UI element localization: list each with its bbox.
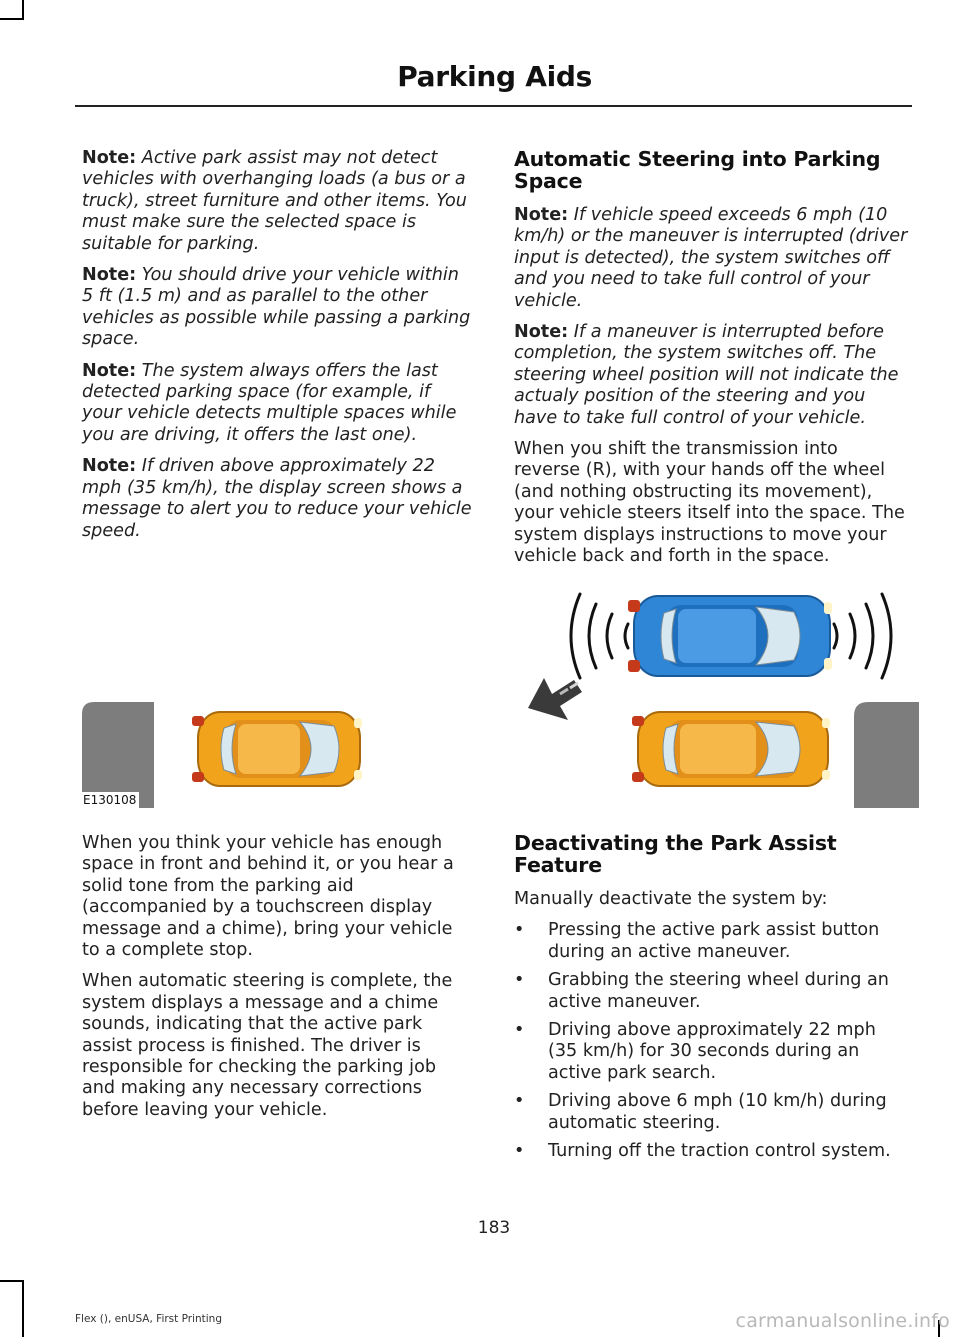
- intro-paragraph: Manually deactivate the system by:: [514, 889, 828, 909]
- bullet-icon: •: [514, 1091, 525, 1112]
- note-paragraph: [82, 148, 474, 255]
- body-paragraph: When you think your vehicle has enough space in front and behind it, or you hear a solid tone from the parking aid (accompanied by a touchscreen display message and a chime), bring your vehicle to a complete stop.: [82, 833, 454, 961]
- note-label: Note:: [514, 205, 569, 225]
- list-item-text: Turning off the traction control system.: [548, 1141, 891, 1162]
- section-heading: Automatic Steering into Parking Space: [514, 147, 881, 193]
- parking-illustration-svg: [82, 590, 919, 808]
- note-text: If vehicle speed exceeds 6 mph (10 km/h) or the maneuver is interrupted (driver input is detected), the system switches off and you need to take full control of your vehicle.: [514, 205, 908, 311]
- parked-car-right: [632, 712, 830, 786]
- note-paragraph: [82, 456, 474, 542]
- crop-mark: [0, 1280, 24, 1282]
- bullet-icon: •: [514, 1020, 525, 1041]
- note-paragraph: [514, 322, 908, 429]
- list-item: [514, 1091, 908, 1134]
- note-label: Note:: [82, 265, 137, 286]
- reverse-arrow-icon: [528, 678, 582, 720]
- bullet-icon: •: [514, 970, 525, 991]
- watermark: carmanualsonline.info: [735, 1310, 950, 1332]
- sensor-waves-left: [571, 594, 628, 678]
- right-column-section-2: [514, 832, 908, 1169]
- list-item: [514, 920, 908, 963]
- crop-mark: [0, 18, 24, 20]
- right-column-section-1: [514, 148, 908, 578]
- note-label: Note:: [82, 360, 137, 381]
- list-item: [514, 1141, 908, 1162]
- note-paragraph: [82, 361, 474, 447]
- parking-illustration: [82, 590, 919, 808]
- note-text: If driven above approximately 22 mph (35 km/h), the display screen shows a message to alert you to reduce your vehicle speed.: [82, 456, 472, 541]
- note-paragraph: [82, 265, 474, 351]
- bullet-icon: •: [514, 920, 525, 941]
- note-label: Note:: [82, 456, 137, 477]
- deactivation-list: [514, 920, 908, 1162]
- parked-car-left: [192, 712, 362, 786]
- curb-right: [854, 702, 919, 808]
- note-paragraph: [514, 205, 908, 312]
- header-rule: [75, 105, 912, 107]
- note-text: Active park assist may not detect vehicles with overhanging loads (a bus or a truck), street furniture and other items. You must make sure the selected space is suitable for parking.: [82, 148, 467, 254]
- list-item-text: Driving above approximately 22 mph (35 km/h) for 30 seconds during an active park search.: [548, 1020, 876, 1083]
- crop-mark: [22, 1280, 24, 1337]
- edition-footer: Flex (), enUSA, First Printing: [75, 1313, 222, 1325]
- list-item-text: Driving above 6 mph (10 km/h) during automatic steering.: [548, 1091, 887, 1133]
- list-item: [514, 970, 908, 1013]
- left-column-notes: [82, 148, 474, 552]
- page-number: 183: [477, 1218, 511, 1238]
- page-title: Parking Aids: [397, 60, 592, 93]
- figure-code: E130108: [82, 792, 139, 808]
- note-text: If a maneuver is interrupted before completion, the system switches off. The steering wheel position will not indicate the actualy position of the steering and you have to take full control of your vehicle.: [514, 322, 899, 428]
- sensor-waves-right: [834, 594, 891, 678]
- note-text: You should drive your vehicle within 5 ft (1.5 m) and as parallel to the other vehicles as possible while passing a parking space.: [82, 265, 471, 350]
- list-item: [514, 1020, 908, 1084]
- body-paragraph: When automatic steering is complete, the system displays a message and a chime sounds, indicating that the active park assist process is finished. The driver is responsible for checking the parking job and making any necessary corrections before leaving your vehicle.: [82, 971, 453, 1120]
- left-column-body: [82, 833, 474, 1131]
- crop-mark: [22, 0, 24, 20]
- body-paragraph: When you shift the transmission into reverse (R), with your hands off the wheel (and nothing obstructing its movement), your vehicle steers itself into the space. The system displays instructions to move your vehicle back and forth in the space.: [514, 439, 905, 567]
- list-item-text: Pressing the active park assist button during an active maneuver.: [548, 920, 880, 962]
- note-label: Note:: [82, 148, 137, 168]
- bullet-icon: •: [514, 1141, 525, 1162]
- active-car: [628, 596, 832, 676]
- list-item-text: Grabbing the steering wheel during an active maneuver.: [548, 970, 889, 1012]
- section-heading: Deactivating the Park Assist Feature: [514, 831, 837, 877]
- note-label: Note:: [514, 322, 569, 343]
- note-text: The system always offers the last detected parking space (for example, if your vehicle detects multiple spaces while you are driving, it offers the last one).: [82, 360, 457, 445]
